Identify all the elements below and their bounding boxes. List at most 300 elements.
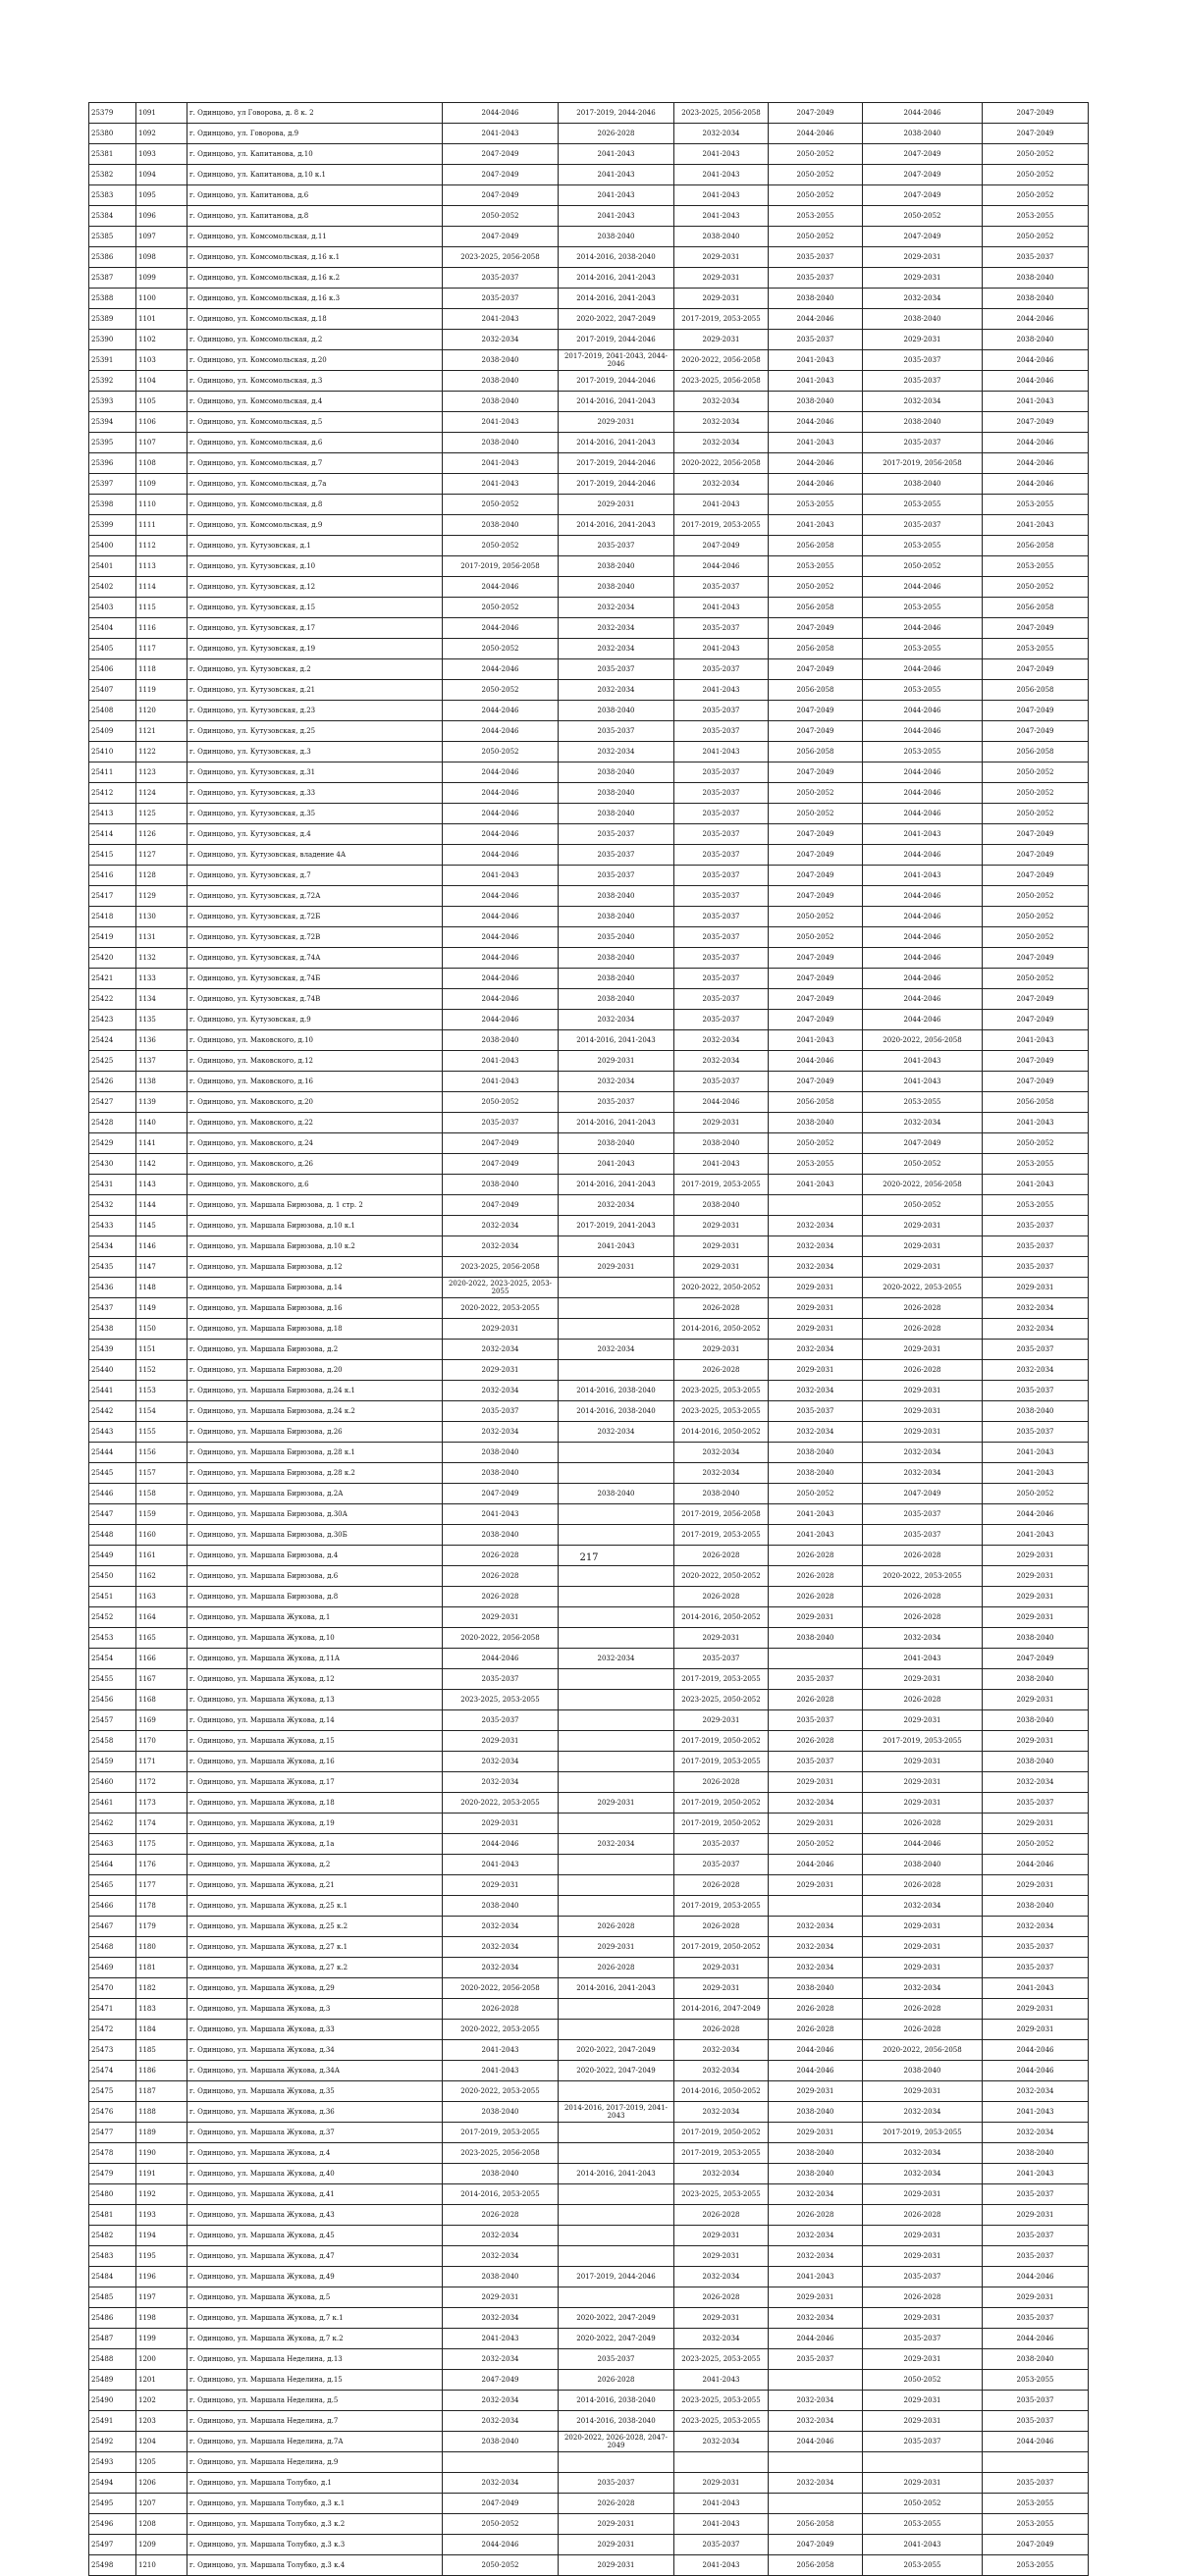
cell-period-1: 2032-2034 (443, 1772, 559, 1793)
table-row (89, 989, 1089, 1010)
cell-period-2: 2029-2031 (559, 412, 674, 433)
cell-row-id: 25381 (89, 144, 136, 165)
cell-period-2: 2041-2043 (559, 1236, 674, 1257)
cell-row-id: 25402 (89, 577, 136, 598)
cell-item-number: 1101 (136, 309, 187, 330)
cell-period-3: 2038-2040 (674, 1195, 769, 1216)
cell-period-5: 2053-2055 (863, 598, 983, 618)
cell-row-id: 25415 (89, 845, 136, 866)
cell-period-6: 2035-2037 (983, 1958, 1089, 1978)
cell-row-id: 25466 (89, 1896, 136, 1917)
cell-period-4 (769, 1649, 863, 1669)
cell-row-id: 25379 (89, 103, 136, 124)
table-row (89, 1236, 1089, 1257)
table-row (89, 1401, 1089, 1422)
cell-period-5: 2029-2031 (863, 1710, 983, 1731)
table-row (89, 2432, 1089, 2452)
cell-period-1: 2050-2052 (443, 206, 559, 227)
cell-period-3: 2023-2025, 2053-2055 (674, 2349, 769, 2370)
cell-period-2 (559, 2184, 674, 2205)
cell-address: г. Одинцово, ул. Маршала Жукова, д.40 (187, 2164, 443, 2184)
cell-item-number: 1146 (136, 1236, 187, 1257)
cell-row-id: 25383 (89, 185, 136, 206)
cell-period-1: 2032-2034 (443, 2391, 559, 2411)
table-row (89, 804, 1089, 824)
cell-row-id: 25386 (89, 247, 136, 268)
cell-period-1: 2044-2046 (443, 1834, 559, 1855)
table-row (89, 536, 1089, 556)
cell-period-2 (559, 1566, 674, 1587)
cell-period-4: 2044-2046 (769, 1855, 863, 1875)
cell-address: г. Одинцово, ул. Комсомольская, д.16 к.1 (187, 247, 443, 268)
cell-address: г. Одинцово, ул. Маршала Жукова, д.7 к.1 (187, 2308, 443, 2329)
cell-period-1: 2023-2025, 2056-2058 (443, 2143, 559, 2164)
cell-period-3: 2029-2031 (674, 1113, 769, 1133)
cell-item-number: 1116 (136, 618, 187, 639)
cell-period-4: 2035-2037 (769, 247, 863, 268)
table-row (89, 1257, 1089, 1278)
table-row (89, 927, 1089, 948)
cell-period-6: 2035-2037 (983, 2308, 1089, 2329)
cell-address: г. Одинцово, ул. Маковского, д.6 (187, 1175, 443, 1195)
cell-item-number: 1163 (136, 1587, 187, 1607)
cell-period-2: 2038-2040 (559, 1484, 674, 1504)
cell-item-number: 1127 (136, 845, 187, 866)
cell-period-1: 2023-2025, 2056-2058 (443, 1257, 559, 1278)
cell-period-4: 2056-2058 (769, 2555, 863, 2576)
cell-period-6: 2035-2037 (983, 247, 1089, 268)
cell-address: г. Одинцово, ул. Маршала Жукова, д.21 (187, 1875, 443, 1896)
cell-item-number: 1148 (136, 1278, 187, 1298)
cell-period-6: 2047-2049 (983, 948, 1089, 969)
cell-period-2: 2035-2037 (559, 2349, 674, 2370)
cell-period-2: 2014-2016, 2041-2043 (559, 268, 674, 289)
table-row (89, 1463, 1089, 1484)
cell-row-id: 25400 (89, 536, 136, 556)
cell-period-1: 2044-2046 (443, 804, 559, 824)
cell-period-3: 2035-2037 (674, 1855, 769, 1875)
cell-period-6: 2047-2049 (983, 845, 1089, 866)
cell-item-number: 1160 (136, 1525, 187, 1546)
cell-period-6: 2044-2046 (983, 433, 1089, 453)
cell-period-1: 2029-2031 (443, 1319, 559, 1340)
cell-period-3: 2038-2040 (674, 227, 769, 247)
cell-address: г. Одинцово, ул. Маршала Бирюзова, д.14 (187, 1278, 443, 1298)
cell-period-3: 2041-2043 (674, 1154, 769, 1175)
cell-period-2: 2038-2040 (559, 762, 674, 783)
cell-period-6: 2038-2040 (983, 2143, 1089, 2164)
cell-period-5: 2032-2034 (863, 2164, 983, 2184)
cell-period-1: 2041-2043 (443, 2329, 559, 2349)
cell-period-1: 2023-2025, 2056-2058 (443, 247, 559, 268)
cell-period-6: 2053-2055 (983, 2494, 1089, 2514)
cell-row-id: 25399 (89, 515, 136, 536)
table-row (89, 2123, 1089, 2143)
cell-period-5: 2041-2043 (863, 1051, 983, 1072)
cell-period-6: 2053-2055 (983, 2514, 1089, 2535)
cell-period-5: 2053-2055 (863, 2555, 983, 2576)
table-row (89, 1092, 1089, 1113)
cell-period-6: 2035-2037 (983, 1937, 1089, 1958)
cell-period-2: 2014-2016, 2041-2043 (559, 289, 674, 309)
cell-item-number: 1121 (136, 721, 187, 742)
cell-item-number: 1109 (136, 474, 187, 495)
table-row (89, 1937, 1089, 1958)
cell-period-3: 2041-2043 (674, 639, 769, 659)
cell-address: г. Одинцово, ул. Маршала Толубко, д.3 к.3 (187, 2535, 443, 2555)
cell-period-3: 2035-2037 (674, 1010, 769, 1030)
cell-period-1: 2035-2037 (443, 1710, 559, 1731)
cell-period-5: 2053-2055 (863, 495, 983, 515)
cell-period-2 (559, 1772, 674, 1793)
cell-row-id: 25457 (89, 1710, 136, 1731)
cell-period-2: 2035-2037 (559, 536, 674, 556)
cell-item-number: 1206 (136, 2473, 187, 2494)
cell-period-5: 2032-2034 (863, 1113, 983, 1133)
cell-row-id: 25480 (89, 2184, 136, 2205)
cell-period-6: 2032-2034 (983, 2123, 1089, 2143)
cell-item-number: 1184 (136, 2020, 187, 2040)
table-body (89, 103, 1089, 2576)
cell-period-5: 2050-2052 (863, 1154, 983, 1175)
cell-period-4: 2029-2031 (769, 2287, 863, 2308)
cell-address: г. Одинцово, ул. Маршала Жукова, д.10 (187, 1628, 443, 1649)
cell-period-6: 2050-2052 (983, 1133, 1089, 1154)
cell-period-4: 2047-2049 (769, 824, 863, 845)
cell-row-id: 25479 (89, 2164, 136, 2184)
cell-period-5: 2029-2031 (863, 2349, 983, 2370)
cell-row-id: 25440 (89, 1360, 136, 1381)
cell-row-id: 25464 (89, 1855, 136, 1875)
cell-period-3: 2014-2016, 2050-2052 (674, 1319, 769, 1340)
cell-period-5: 2026-2028 (863, 2287, 983, 2308)
cell-period-2: 2017-2019, 2044-2046 (559, 453, 674, 474)
cell-period-3: 2029-2031 (674, 2246, 769, 2267)
cell-item-number: 1158 (136, 1484, 187, 1504)
cell-period-3: 2017-2019, 2050-2052 (674, 2123, 769, 2143)
cell-period-1: 2047-2049 (443, 1154, 559, 1175)
cell-period-2: 2020-2022, 2047-2049 (559, 309, 674, 330)
cell-period-2: 2032-2034 (559, 1422, 674, 1443)
cell-period-4: 2044-2046 (769, 2061, 863, 2081)
cell-row-id: 25483 (89, 2246, 136, 2267)
cell-period-1: 2017-2019, 2056-2058 (443, 556, 559, 577)
cell-period-4: 2026-2028 (769, 1546, 863, 1566)
table-row (89, 185, 1089, 206)
cell-period-1: 2044-2046 (443, 907, 559, 927)
cell-item-number: 1120 (136, 701, 187, 721)
cell-row-id: 25487 (89, 2329, 136, 2349)
cell-period-1: 2044-2046 (443, 783, 559, 804)
cell-row-id: 25436 (89, 1278, 136, 1298)
cell-period-5: 2047-2049 (863, 144, 983, 165)
cell-item-number: 1094 (136, 165, 187, 185)
cell-period-4: 2041-2043 (769, 1175, 863, 1195)
cell-period-2 (559, 2081, 674, 2102)
cell-row-id: 25425 (89, 1051, 136, 1072)
cell-period-4: 2032-2034 (769, 1958, 863, 1978)
cell-address: г. Одинцово, ул. Кутузовская, д.74В (187, 989, 443, 1010)
table-row (89, 1649, 1089, 1669)
cell-period-6: 2044-2046 (983, 2329, 1089, 2349)
cell-address: г. Одинцово, ул. Маршала Жукова, д.2 (187, 1855, 443, 1875)
cell-period-6: 2047-2049 (983, 701, 1089, 721)
cell-row-id: 25477 (89, 2123, 136, 2143)
cell-period-2: 2029-2031 (559, 1793, 674, 1814)
cell-period-5: 2032-2034 (863, 1443, 983, 1463)
table-row (89, 598, 1089, 618)
cell-period-3: 2017-2019, 2050-2052 (674, 1814, 769, 1834)
cell-item-number: 1157 (136, 1463, 187, 1484)
cell-period-6: 2035-2037 (983, 2226, 1089, 2246)
cell-period-2: 2029-2031 (559, 1257, 674, 1278)
cell-item-number: 1124 (136, 783, 187, 804)
cell-period-3: 2023-2025, 2053-2055 (674, 2184, 769, 2205)
cell-period-5: 2053-2055 (863, 2514, 983, 2535)
table-row (89, 165, 1089, 185)
cell-period-5: 2044-2046 (863, 886, 983, 907)
cell-period-5: 2026-2028 (863, 1814, 983, 1834)
cell-address: г. Одинцово, ул. Маковского, д.20 (187, 1092, 443, 1113)
cell-period-3: 2017-2019, 2053-2055 (674, 2143, 769, 2164)
cell-period-4: 2050-2052 (769, 1484, 863, 1504)
cell-period-5: 2026-2028 (863, 2205, 983, 2226)
cell-period-6: 2041-2043 (983, 1978, 1089, 1999)
cell-period-5: 2029-2031 (863, 2473, 983, 2494)
cell-period-4: 2056-2058 (769, 742, 863, 762)
cell-period-2: 2038-2040 (559, 1133, 674, 1154)
cell-period-2 (559, 1731, 674, 1752)
cell-period-5: 2044-2046 (863, 927, 983, 948)
cell-period-4: 2050-2052 (769, 783, 863, 804)
table-row (89, 2226, 1089, 2246)
cell-period-4: 2038-2040 (769, 2102, 863, 2123)
cell-item-number: 1187 (136, 2081, 187, 2102)
cell-period-5: 2044-2046 (863, 1834, 983, 1855)
cell-period-1: 2041-2043 (443, 1072, 559, 1092)
table-row (89, 103, 1089, 124)
cell-period-4: 2053-2055 (769, 495, 863, 515)
cell-item-number: 1122 (136, 742, 187, 762)
cell-period-2: 2020-2022, 2047-2049 (559, 2061, 674, 2081)
cell-item-number: 1208 (136, 2514, 187, 2535)
cell-period-3: 2017-2019, 2053-2055 (674, 1175, 769, 1195)
table-row (89, 433, 1089, 453)
cell-period-5: 2044-2046 (863, 659, 983, 680)
cell-period-6: 2038-2040 (983, 1669, 1089, 1690)
cell-row-id: 25474 (89, 2061, 136, 2081)
cell-row-id: 25490 (89, 2391, 136, 2411)
cell-item-number: 1159 (136, 1504, 187, 1525)
table-row (89, 907, 1089, 927)
cell-row-id: 25421 (89, 969, 136, 989)
table-row (89, 1875, 1089, 1896)
cell-item-number: 1182 (136, 1978, 187, 1999)
cell-period-4: 2044-2046 (769, 309, 863, 330)
cell-period-6: 2050-2052 (983, 762, 1089, 783)
cell-period-4: 2029-2031 (769, 2123, 863, 2143)
cell-row-id: 25478 (89, 2143, 136, 2164)
cell-period-1: 2050-2052 (443, 639, 559, 659)
cell-period-1: 2014-2016, 2053-2055 (443, 2184, 559, 2205)
cell-period-1: 2029-2031 (443, 1731, 559, 1752)
cell-address: г. Одинцово, ул. Кутузовская, д.35 (187, 804, 443, 824)
cell-item-number: 1191 (136, 2164, 187, 2184)
cell-period-3: 2032-2034 (674, 1051, 769, 1072)
cell-item-number: 1204 (136, 2432, 187, 2452)
cell-row-id: 25455 (89, 1669, 136, 1690)
cell-period-5: 2038-2040 (863, 2061, 983, 2081)
cell-period-4: 2038-2040 (769, 1113, 863, 1133)
cell-period-4: 2047-2049 (769, 886, 863, 907)
table-row (89, 2473, 1089, 2494)
cell-period-3: 2032-2034 (674, 1030, 769, 1051)
cell-period-3: 2035-2037 (674, 824, 769, 845)
cell-item-number: 1102 (136, 330, 187, 350)
cell-item-number: 1103 (136, 350, 187, 371)
cell-period-3: 2017-2019, 2050-2052 (674, 1793, 769, 1814)
cell-period-3: 2029-2031 (674, 1628, 769, 1649)
cell-period-5: 2038-2040 (863, 474, 983, 495)
cell-period-1: 2032-2034 (443, 1917, 559, 1937)
cell-period-1: 2035-2037 (443, 1669, 559, 1690)
table-row (89, 453, 1089, 474)
cell-row-id: 25413 (89, 804, 136, 824)
cell-row-id: 25444 (89, 1443, 136, 1463)
cell-period-3: 2023-2025, 2056-2058 (674, 371, 769, 392)
cell-period-5: 2026-2028 (863, 1319, 983, 1340)
cell-address: г. Одинцово, ул. Маршала Толубко, д.3 к.1 (187, 2494, 443, 2514)
cell-period-3: 2017-2019, 2053-2055 (674, 1669, 769, 1690)
cell-period-6: 2056-2058 (983, 680, 1089, 701)
cell-period-1: 2032-2034 (443, 330, 559, 350)
cell-period-6: 2044-2046 (983, 371, 1089, 392)
table-row (89, 866, 1089, 886)
cell-period-6: 2029-2031 (983, 1546, 1089, 1566)
cell-period-6: 2035-2037 (983, 2184, 1089, 2205)
cell-item-number: 1180 (136, 1937, 187, 1958)
cell-period-5: 2044-2046 (863, 783, 983, 804)
cell-row-id: 25401 (89, 556, 136, 577)
cell-period-5: 2026-2028 (863, 1607, 983, 1628)
table-row (89, 721, 1089, 742)
cell-period-3: 2041-2043 (674, 144, 769, 165)
cell-period-6: 2038-2040 (983, 2349, 1089, 2370)
cell-period-2: 2029-2031 (559, 2514, 674, 2535)
cell-period-4: 2029-2031 (769, 1814, 863, 1834)
cell-period-5: 2050-2052 (863, 2370, 983, 2391)
cell-period-1: 2032-2034 (443, 2246, 559, 2267)
cell-row-id: 25482 (89, 2226, 136, 2246)
cell-row-id: 25406 (89, 659, 136, 680)
cell-row-id: 25389 (89, 309, 136, 330)
table-row (89, 392, 1089, 412)
cell-period-2: 2032-2034 (559, 598, 674, 618)
cell-address: г. Одинцово, ул. Маршала Бирюзова, д.20 (187, 1360, 443, 1381)
cell-period-2 (559, 1690, 674, 1710)
cell-period-6: 2053-2055 (983, 1154, 1089, 1175)
cell-row-id: 25394 (89, 412, 136, 433)
cell-period-4: 2056-2058 (769, 680, 863, 701)
cell-period-2: 2014-2016, 2041-2043 (559, 433, 674, 453)
cell-period-4: 2029-2031 (769, 1278, 863, 1298)
cell-period-4: 2047-2049 (769, 762, 863, 783)
cell-period-3: 2035-2037 (674, 907, 769, 927)
cell-period-6: 2032-2034 (983, 2081, 1089, 2102)
cell-period-6: 2035-2037 (983, 2391, 1089, 2411)
cell-period-6: 2038-2040 (983, 289, 1089, 309)
cell-period-5: 2029-2031 (863, 1257, 983, 1278)
cell-item-number: 1194 (136, 2226, 187, 2246)
cell-row-id: 25492 (89, 2432, 136, 2452)
cell-row-id: 25435 (89, 1257, 136, 1278)
cell-period-4: 2044-2046 (769, 1051, 863, 1072)
table-row (89, 124, 1089, 144)
cell-period-1: 2026-2028 (443, 2205, 559, 2226)
cell-period-5: 2053-2055 (863, 639, 983, 659)
cell-row-id: 25454 (89, 1649, 136, 1669)
cell-period-6: 2044-2046 (983, 2040, 1089, 2061)
table-row (89, 1216, 1089, 1236)
cell-period-3: 2035-2037 (674, 618, 769, 639)
cell-row-id: 25429 (89, 1133, 136, 1154)
table-row (89, 2143, 1089, 2164)
cell-period-3: 2014-2016, 2047-2049 (674, 1999, 769, 2020)
cell-period-4: 2041-2043 (769, 1030, 863, 1051)
cell-period-4: 2041-2043 (769, 515, 863, 536)
cell-period-3: 2023-2025, 2053-2055 (674, 1381, 769, 1401)
cell-period-6: 2053-2055 (983, 556, 1089, 577)
cell-period-3: 2017-2019, 2050-2052 (674, 1731, 769, 1752)
cell-item-number: 1201 (136, 2370, 187, 2391)
cell-item-number: 1203 (136, 2411, 187, 2432)
table-row (89, 1669, 1089, 1690)
cell-period-3: 2035-2037 (674, 1649, 769, 1669)
cell-address: г. Одинцово, ул. Маршала Бирюзова, д.18 (187, 1319, 443, 1340)
page-number: 217 (579, 1552, 599, 1563)
cell-period-3: 2035-2037 (674, 845, 769, 866)
cell-period-4: 2032-2034 (769, 1381, 863, 1401)
cell-period-1: 2032-2034 (443, 1958, 559, 1978)
cell-period-2 (559, 2226, 674, 2246)
cell-item-number: 1199 (136, 2329, 187, 2349)
cell-period-4: 2032-2034 (769, 2226, 863, 2246)
cell-period-5: 2038-2040 (863, 1855, 983, 1875)
cell-period-5: 2029-2031 (863, 1381, 983, 1401)
cell-period-1: 2050-2052 (443, 598, 559, 618)
table-row (89, 371, 1089, 392)
cell-period-4: 2029-2031 (769, 1772, 863, 1793)
cell-period-1: 2032-2034 (443, 2473, 559, 2494)
cell-address: г. Одинцово, ул. Маршала Жукова, д.19 (187, 1814, 443, 1834)
cell-period-4: 2038-2040 (769, 1978, 863, 1999)
table-row (89, 1484, 1089, 1504)
cell-address: г. Одинцово, ул. Кутузовская, д.1 (187, 536, 443, 556)
cell-address: г. Одинцово, ул. Маршала Жукова, д.18 (187, 1793, 443, 1814)
cell-address: г. Одинцово, ул. Маршала Жукова, д.12 (187, 1669, 443, 1690)
cell-row-id: 25491 (89, 2411, 136, 2432)
cell-period-1: 2041-2043 (443, 412, 559, 433)
cell-period-5: 2029-2031 (863, 1917, 983, 1937)
cell-period-5 (863, 2452, 983, 2473)
cell-item-number: 1128 (136, 866, 187, 886)
cell-period-2 (559, 2246, 674, 2267)
cell-row-id: 25452 (89, 1607, 136, 1628)
cell-period-2 (559, 1443, 674, 1463)
cell-period-3: 2041-2043 (674, 185, 769, 206)
cell-period-4: 2050-2052 (769, 1834, 863, 1855)
cell-period-1: 2032-2034 (443, 1752, 559, 1772)
